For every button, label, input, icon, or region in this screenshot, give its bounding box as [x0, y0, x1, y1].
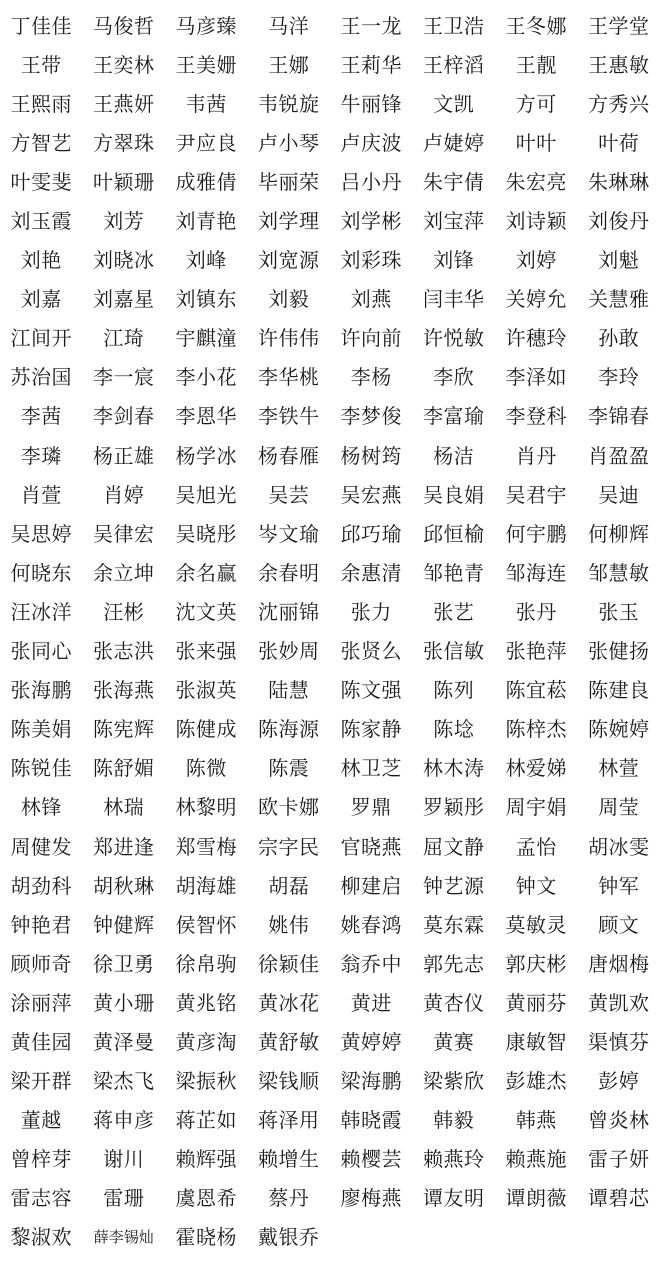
name-entry: 彭婷	[598, 1069, 640, 1094]
name-entry: 张妙周	[258, 639, 320, 664]
name-entry: 陆慧	[268, 678, 310, 703]
name-entry: 张健扬	[588, 639, 650, 664]
name-entry: 曾炎林	[588, 1108, 650, 1133]
name-entry: 薛李锡灿	[93, 1227, 154, 1246]
name-entry: 刘婷	[515, 248, 557, 273]
name-entry: 林萱	[598, 756, 640, 781]
name-entry: 李小花	[175, 365, 237, 390]
name-entry: 蒋芷如	[175, 1108, 237, 1133]
name-entry: 肖婷	[103, 482, 145, 507]
name-entry: 吕小丹	[340, 169, 402, 194]
name-entry: 方可	[515, 91, 557, 116]
name-entry: 王莉华	[340, 52, 402, 77]
name-entry: 郭庆彬	[505, 951, 567, 976]
name-entry: 李华桃	[258, 365, 320, 390]
name-entry: 马俊哲	[93, 13, 155, 38]
name-entry: 汪彬	[103, 599, 145, 624]
name-entry: 何柳辉	[588, 521, 650, 546]
name-entry: 朱琳琳	[588, 169, 650, 194]
name-entry: 黄彦淘	[175, 1029, 237, 1054]
name-entry: 戴银乔	[258, 1225, 320, 1250]
name-entry: 渠慎芬	[588, 1029, 650, 1054]
name-entry: 刘玉霞	[10, 209, 72, 234]
name-entry: 罗颖彤	[423, 795, 485, 820]
name-entry: 胡秋琳	[93, 873, 155, 898]
name-entry: 钟健辉	[93, 912, 155, 937]
name-entry: 李剑春	[93, 404, 155, 429]
name-entry: 李杨	[350, 365, 392, 390]
name-entry: 钟艺源	[423, 873, 485, 898]
name-entry: 陈舒媚	[93, 756, 155, 781]
name-entry: 周莹	[598, 795, 640, 820]
name-entry: 霍晓杨	[175, 1225, 237, 1250]
name-entry: 江琦	[103, 326, 145, 351]
name-entry: 黄赛	[433, 1029, 475, 1054]
name-entry: 张淑英	[175, 678, 237, 703]
name-entry: 王学堂	[588, 13, 650, 38]
name-entry: 陈建良	[588, 678, 650, 703]
name-entry: 谭朗薇	[505, 1186, 567, 1211]
name-entry: 林锋	[20, 795, 62, 820]
name-entry: 李梦俊	[340, 404, 402, 429]
name-entry: 朱宇倩	[423, 169, 485, 194]
name-entry: 尹应良	[175, 130, 237, 155]
name-entry: 黄凯欢	[588, 990, 650, 1015]
name-entry: 何晓东	[10, 560, 72, 585]
name-entry: 何宇鹏	[505, 521, 567, 546]
name-entry: 王惠敏	[588, 52, 650, 77]
name-entry: 宇麒潼	[175, 326, 237, 351]
name-entry: 谭碧芯	[588, 1186, 650, 1211]
name-entry: 刘学彬	[340, 209, 402, 234]
name-entry: 余立坤	[93, 560, 155, 585]
name-entry: 钟艳君	[10, 912, 72, 937]
name-entry: 韩燕	[515, 1108, 557, 1133]
name-entry: 廖梅燕	[340, 1186, 402, 1211]
name-entry: 韦茜	[185, 91, 227, 116]
name-entry: 宗字民	[258, 834, 320, 859]
name-entry: 虞恩希	[175, 1186, 237, 1211]
name-entry: 江间开	[10, 326, 72, 351]
name-entry: 黄杏仪	[423, 990, 485, 1015]
name-entry: 叶荷	[598, 130, 640, 155]
name-entry: 姚伟	[268, 912, 310, 937]
name-entry: 谭友明	[423, 1186, 485, 1211]
name-entry: 刘艳	[20, 248, 62, 273]
name-entry: 胡劲科	[10, 873, 72, 898]
name-entry: 郑雪梅	[175, 834, 237, 859]
name-entry: 罗鼎	[350, 795, 392, 820]
name-entry: 吴迪	[598, 482, 640, 507]
name-entry: 蒋泽用	[258, 1108, 320, 1133]
name-entry: 李锦春	[588, 404, 650, 429]
name-entry: 梁开群	[10, 1069, 72, 1094]
name-entry: 吴思婷	[10, 521, 72, 546]
name-entry: 吴君宇	[505, 482, 567, 507]
name-entry: 刘青艳	[175, 209, 237, 234]
name-entry: 刘毅	[268, 287, 310, 312]
name-entry: 闫丰华	[423, 287, 485, 312]
name-entry: 陈美娟	[10, 717, 72, 742]
name-entry: 官晓燕	[340, 834, 402, 859]
name-entry: 王美姗	[175, 52, 237, 77]
name-entry: 孟怡	[515, 834, 557, 859]
name-entry: 黄舒敏	[258, 1029, 320, 1054]
name-entry: 许伟伟	[258, 326, 320, 351]
name-entry: 沈文英	[175, 599, 237, 624]
name-entry: 蔡丹	[268, 1186, 310, 1211]
name-entry: 黄进	[350, 990, 392, 1015]
name-entry: 吴律宏	[93, 521, 155, 546]
name-entry: 翁乔中	[340, 951, 402, 976]
name-entry: 李一宸	[93, 365, 155, 390]
name-entry: 叶颖珊	[93, 169, 155, 194]
name-entry: 刘峰	[185, 248, 227, 273]
name-entry: 张信敏	[423, 639, 485, 664]
name-entry: 刘彩珠	[340, 248, 402, 273]
name-entry: 胡冰雯	[588, 834, 650, 859]
name-entry: 刘俊丹	[588, 209, 650, 234]
name-entry: 张丹	[515, 599, 557, 624]
name-entry: 余春明	[258, 560, 320, 585]
name-entry: 钟文	[515, 873, 557, 898]
name-entry: 朱宏亮	[505, 169, 567, 194]
name-entry: 吴芸	[268, 482, 310, 507]
name-entry: 丁佳佳	[10, 13, 72, 38]
name-entry: 梁紫欣	[423, 1069, 485, 1094]
name-entry: 韦锐旋	[258, 91, 320, 116]
name-entry: 刘镇东	[175, 287, 237, 312]
name-entry: 邹慧敏	[588, 560, 650, 585]
name-entry: 许悦敏	[423, 326, 485, 351]
name-entry: 刘芳	[103, 209, 145, 234]
name-entry: 赖燕玲	[423, 1147, 485, 1172]
name-entry: 肖盈盈	[588, 443, 650, 468]
name-entry: 侯智怀	[175, 912, 237, 937]
name-entry: 黄兆铭	[175, 990, 237, 1015]
name-entry: 肖丹	[515, 443, 557, 468]
name-entry: 关婷允	[505, 287, 567, 312]
name-entry: 邹艳青	[423, 560, 485, 585]
name-entry: 莫敏灵	[505, 912, 567, 937]
name-entry: 王冬娜	[505, 13, 567, 38]
name-entry: 张贤么	[340, 639, 402, 664]
name-entry: 张艳萍	[505, 639, 567, 664]
name-entry: 梁钱顺	[258, 1069, 320, 1094]
name-entry: 陈梓杰	[505, 717, 567, 742]
name-entry: 杨学冰	[175, 443, 237, 468]
name-entry: 陈宪辉	[93, 717, 155, 742]
name-entry: 汪冰洋	[10, 599, 72, 624]
name-entry: 刘宽源	[258, 248, 320, 273]
name-entry: 方翠珠	[93, 130, 155, 155]
name-entry: 彭雄杰	[505, 1069, 567, 1094]
name-entry: 李璘	[20, 443, 62, 468]
name-entry: 王一龙	[340, 13, 402, 38]
name-entry: 柳建启	[340, 873, 402, 898]
name-entry: 胡海雄	[175, 873, 237, 898]
name-entry: 韩晓霞	[340, 1108, 402, 1133]
name-entry: 杨树筠	[340, 443, 402, 468]
name-entry: 谢川	[103, 1147, 145, 1172]
name-entry: 张海鹏	[10, 678, 72, 703]
name-entry: 刘学理	[258, 209, 320, 234]
name-entry: 邱恒榆	[423, 521, 485, 546]
name-entry: 钟军	[598, 873, 640, 898]
name-entry: 黎淑欢	[10, 1225, 72, 1250]
name-entry: 赖樱芸	[340, 1147, 402, 1172]
name-entry: 毕丽荣	[258, 169, 320, 194]
name-entry: 张来强	[175, 639, 237, 664]
name-entry: 雷珊	[103, 1186, 145, 1211]
name-entry: 雷志容	[10, 1186, 72, 1211]
name-entry: 陈震	[268, 756, 310, 781]
name-entry: 黄佳园	[10, 1029, 72, 1054]
name-entry: 李恩华	[175, 404, 237, 429]
name-entry: 许穗玲	[505, 326, 567, 351]
name-entry: 叶叶	[515, 130, 557, 155]
name-entry: 岑文瑜	[258, 521, 320, 546]
name-entry: 李铁牛	[258, 404, 320, 429]
name-entry: 周健发	[10, 834, 72, 859]
name-entry: 马洋	[268, 13, 310, 38]
name-entry: 涂丽萍	[10, 990, 72, 1015]
name-entry: 刘锋	[433, 248, 475, 273]
name-entry: 张玉	[598, 599, 640, 624]
name-entry: 方秀兴	[588, 91, 650, 116]
name-entry: 叶雯斐	[10, 169, 72, 194]
name-entry: 黄婷婷	[340, 1029, 402, 1054]
name-entry: 王娜	[268, 52, 310, 77]
name-entry: 林木涛	[423, 756, 485, 781]
name-entry: 李登科	[505, 404, 567, 429]
name-entry: 陈家静	[340, 717, 402, 742]
name-entry: 欧卡娜	[258, 795, 320, 820]
name-entry: 王梓滔	[423, 52, 485, 77]
name-entry: 李泽如	[505, 365, 567, 390]
name-entry: 王卫浩	[423, 13, 485, 38]
name-entry: 陈文强	[340, 678, 402, 703]
name-entry: 郑进逢	[93, 834, 155, 859]
name-entry: 张海燕	[93, 678, 155, 703]
name-entry: 邱巧瑜	[340, 521, 402, 546]
name-entry: 张力	[350, 599, 392, 624]
name-entry: 孙敢	[598, 326, 640, 351]
name-entry: 梁海鹏	[340, 1069, 402, 1094]
name-entry: 屈文静	[423, 834, 485, 859]
name-entry: 陈埝	[433, 717, 475, 742]
name-entry: 郭先志	[423, 951, 485, 976]
name-entry: 黄小珊	[93, 990, 155, 1015]
name-entry: 张志洪	[93, 639, 155, 664]
name-entry: 梁杰飞	[93, 1069, 155, 1094]
name-entry: 刘诗颖	[505, 209, 567, 234]
name-entry: 顾文	[598, 912, 640, 937]
name-entry: 徐颖佳	[258, 951, 320, 976]
name-entry: 沈丽锦	[258, 599, 320, 624]
name-entry: 陈健成	[175, 717, 237, 742]
name-entry: 黄丽芬	[505, 990, 567, 1015]
name-entry: 苏治国	[10, 365, 72, 390]
name-entry: 黄冰花	[258, 990, 320, 1015]
name-entry: 雷子妍	[588, 1147, 650, 1172]
name-entry: 王带	[20, 52, 62, 77]
name-entry: 赖燕施	[505, 1147, 567, 1172]
name-entry: 肖萱	[20, 482, 62, 507]
name-entry: 梁振秋	[175, 1069, 237, 1094]
name-entry: 林瑞	[103, 795, 145, 820]
name-entry: 康敏智	[505, 1029, 567, 1054]
name-entry: 张艺	[433, 599, 475, 624]
name-entry: 刘晓冰	[93, 248, 155, 273]
name-entry: 徐卫勇	[93, 951, 155, 976]
name-entry: 林黎明	[175, 795, 237, 820]
name-entry: 杨正雄	[93, 443, 155, 468]
name-entry: 陈婉婷	[588, 717, 650, 742]
name-entry: 张同心	[10, 639, 72, 664]
name-entry: 徐帛驹	[175, 951, 237, 976]
name-entry: 文凯	[433, 91, 475, 116]
name-entry: 刘嘉	[20, 287, 62, 312]
name-entry: 成雅倩	[175, 169, 237, 194]
name-entry: 周宇娟	[505, 795, 567, 820]
name-entry: 王熙雨	[10, 91, 72, 116]
name-entry: 姚春鸿	[340, 912, 402, 937]
name-entry: 余名赢	[175, 560, 237, 585]
name-entry: 方智艺	[10, 130, 72, 155]
name-entry: 赖增生	[258, 1147, 320, 1172]
name-entry: 李富瑜	[423, 404, 485, 429]
name-entry: 邹海连	[505, 560, 567, 585]
name-entry: 曾梓芽	[10, 1147, 72, 1172]
name-entry: 李茜	[20, 404, 62, 429]
name-entry: 赖辉强	[175, 1147, 237, 1172]
name-entry: 李欣	[433, 365, 475, 390]
name-entry: 林爱娣	[505, 756, 567, 781]
name-entry: 吴旭光	[175, 482, 237, 507]
name-entry: 吴良娟	[423, 482, 485, 507]
name-entry: 李玲	[598, 365, 640, 390]
name-entry: 王靓	[515, 52, 557, 77]
name-entry: 王奕林	[93, 52, 155, 77]
name-entry: 刘燕	[350, 287, 392, 312]
name-entry: 刘魁	[598, 248, 640, 273]
name-entry: 蒋申彦	[93, 1108, 155, 1133]
name-entry: 陈海源	[258, 717, 320, 742]
name-entry: 余惠清	[340, 560, 402, 585]
name-entry: 韩毅	[433, 1108, 475, 1133]
name-entry: 顾师奇	[10, 951, 72, 976]
name-entry: 黄泽曼	[93, 1029, 155, 1054]
name-entry: 关慧雅	[588, 287, 650, 312]
name-entry: 王燕妍	[93, 91, 155, 116]
name-entry: 卢小琴	[258, 130, 320, 155]
name-entry: 刘嘉星	[93, 287, 155, 312]
name-entry: 董越	[20, 1108, 62, 1133]
name-entry: 陈宜菘	[505, 678, 567, 703]
name-entry: 胡磊	[268, 873, 310, 898]
name-entry: 马彦臻	[175, 13, 237, 38]
name-entry: 唐烟梅	[588, 951, 650, 976]
name-entry: 吴晓彤	[175, 521, 237, 546]
name-entry: 许向前	[340, 326, 402, 351]
name-entry: 牛丽锋	[340, 91, 402, 116]
name-entry: 杨春雁	[258, 443, 320, 468]
name-entry: 刘宝萍	[423, 209, 485, 234]
name-entry: 陈列	[433, 678, 475, 703]
name-entry: 卢庆波	[340, 130, 402, 155]
name-entry: 林卫芝	[340, 756, 402, 781]
name-entry: 杨洁	[433, 443, 475, 468]
name-entry: 陈锐佳	[10, 756, 72, 781]
name-entry: 卢婕婷	[423, 130, 485, 155]
name-entry: 陈微	[185, 756, 227, 781]
name-entry: 吴宏燕	[340, 482, 402, 507]
name-entry: 莫东霖	[423, 912, 485, 937]
